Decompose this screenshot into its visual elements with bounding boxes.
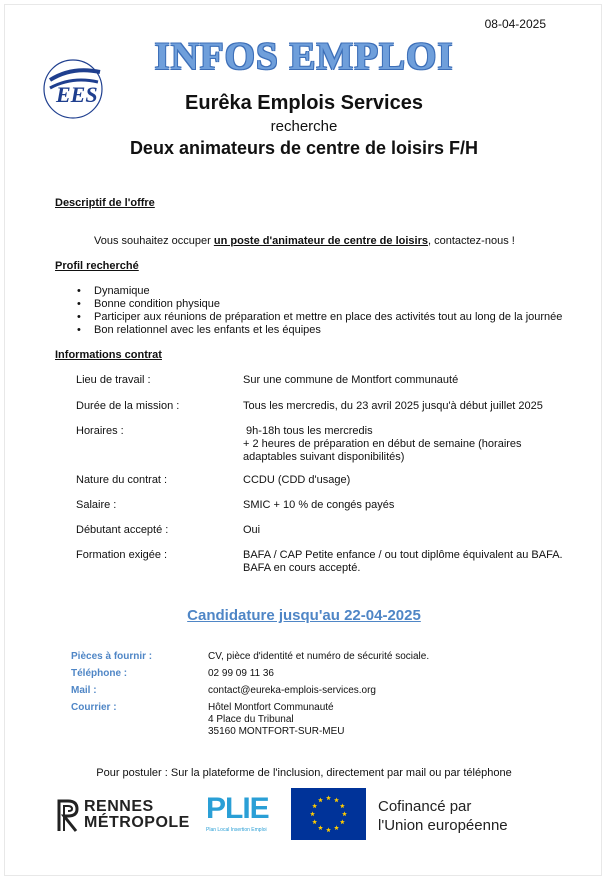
contrat-label-lieu: Lieu de travail : <box>76 374 151 386</box>
contrat-label-debutant: Débutant accepté : <box>76 524 169 536</box>
eu-star <box>342 811 347 816</box>
formation-line: BAFA en cours accepté. <box>243 562 361 574</box>
eu-star <box>334 825 339 830</box>
pieces-value: CV, pièce d'identité et numéro de sécurité sociale. <box>208 651 430 662</box>
contrat-label-salaire: Salaire : <box>76 499 117 511</box>
profil-item: • Bonne condition physique <box>75 298 575 311</box>
eu-star <box>340 819 345 824</box>
plie-wordmark: PLIE <box>206 792 269 825</box>
eu-star <box>326 827 331 832</box>
plie-logo <box>206 792 286 838</box>
eu-stars-icon <box>291 788 366 840</box>
contrat-label-horaires: Horaires : <box>76 425 124 437</box>
candidature-deadline: Candidature jusqu'au 22-04-2025 <box>187 607 421 624</box>
eu-star <box>312 803 317 808</box>
telephone-value: 02 99 09 11 36 <box>208 668 274 679</box>
horaires-line: + 2 heures de préparation en début de semaine (horaires <box>243 438 522 450</box>
formation-line: BAFA / CAP Petite enfance / ou tout diplôme équivalent au BAFA. <box>243 549 563 561</box>
contrat-value-nature: CCDU (CDD d'usage) <box>243 474 351 486</box>
recherche-label: recherche <box>270 118 338 135</box>
courrier-line: 35160 MONTFORT-SUR-MEU <box>208 726 345 737</box>
eu-star <box>318 825 323 830</box>
rennes-metropole-logo <box>56 796 196 836</box>
company-name: Eurêka Emplois Services <box>185 92 423 114</box>
eu-star <box>310 811 315 816</box>
document-date: 08-04-2025 <box>484 17 546 31</box>
contrat-value-formation <box>243 549 583 575</box>
contrat-label-nature: Nature du contrat : <box>76 474 168 486</box>
banner-title: INFOS EMPLOI <box>154 35 454 78</box>
contrat-heading: Informations contrat <box>55 349 162 361</box>
horaires-line: 9h-18h tous les mercredis <box>243 425 373 437</box>
courrier-value <box>208 702 345 738</box>
profil-item: • Dynamique <box>75 285 575 298</box>
profil-list <box>75 285 575 337</box>
eu-text-line1: Cofinancé par <box>378 798 472 815</box>
descriptif-text <box>94 235 515 248</box>
descriptif-text-before: Vous souhaitez occuper <box>94 235 214 247</box>
descriptif-heading: Descriptif de l'offre <box>55 197 155 209</box>
eu-star <box>334 798 339 803</box>
eu-star <box>340 803 345 808</box>
courrier-line: 4 Place du Tribunal <box>208 714 294 725</box>
rennes-r-icon <box>56 798 80 832</box>
courrier-line: Hôtel Montfort Communauté <box>208 702 334 713</box>
profil-heading: Profil recherché <box>55 260 139 272</box>
job-title: Deux animateurs de centre de loisirs F/H <box>129 138 479 158</box>
contrat-value-duree: Tous les mercredis, du 23 avril 2025 jusqu'à début juillet 2025 <box>243 400 543 412</box>
svg-text:EES: EES <box>56 82 98 107</box>
postuler-text: Pour postuler : Sur la plateforme de l'inclusion, directement par mail ou par téléphone <box>96 767 512 779</box>
telephone-label: Téléphone : <box>71 668 128 679</box>
contrat-value-salaire: SMIC + 10 % de congés payés <box>243 499 395 511</box>
rennes-line1: RENNES <box>84 798 154 815</box>
profil-item: • Participer aux réunions de préparation et mettre en place des activités tout au long de la journée <box>75 311 575 324</box>
mail-value: contact@eureka-emplois-services.org <box>208 685 376 696</box>
contrat-value-lieu: Sur une commune de Montfort communauté <box>243 374 459 386</box>
mail-label: Mail : <box>71 685 97 696</box>
profil-item: • Bon relationnel avec les enfants et les équipes <box>75 324 575 337</box>
plie-subtitle: Plan Local Insertion Emploi <box>206 827 267 833</box>
pieces-label: Pièces à fournir : <box>71 651 153 662</box>
descriptif-text-after: , contactez-nous ! <box>427 235 515 247</box>
descriptif-text-emphasis: un poste d'animateur de centre de loisirs <box>213 235 428 247</box>
contrat-label-duree: Durée de la mission : <box>76 400 180 412</box>
eu-star <box>326 795 331 800</box>
eu-star <box>318 798 323 803</box>
rennes-line2: MÉTROPOLE <box>84 814 190 831</box>
courrier-label: Courrier : <box>71 702 117 713</box>
contrat-value-debutant: Oui <box>243 524 261 536</box>
contrat-value-horaires <box>243 425 583 464</box>
horaires-line: adaptables suivant disponibilités) <box>243 451 405 463</box>
eu-star <box>312 819 317 824</box>
contrat-label-formation: Formation exigée : <box>76 549 168 561</box>
eu-flag <box>291 788 366 840</box>
eu-text-line2: l'Union européenne <box>378 817 508 834</box>
